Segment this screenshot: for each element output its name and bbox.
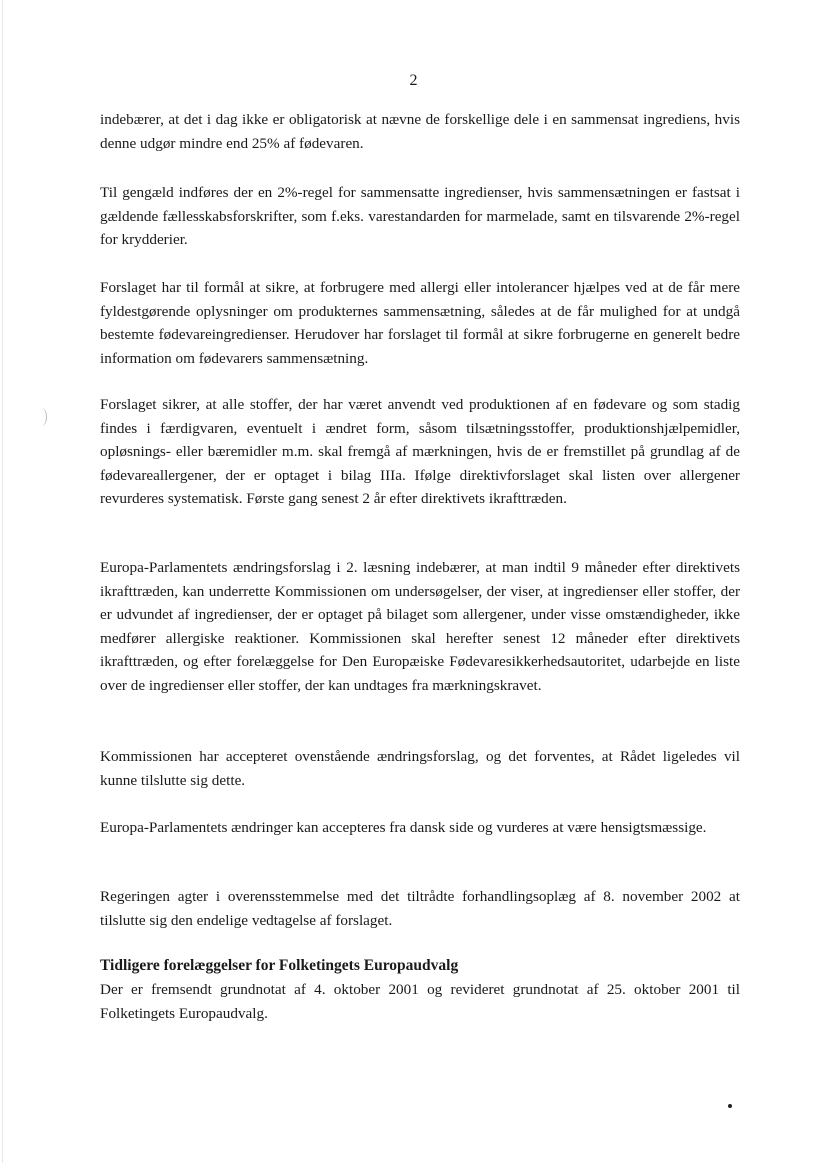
scan-edge-shadow [2, 0, 3, 1163]
paragraph-government-intent: Regeringen agter i overensstemmelse med det tiltrådte forhandlingsoplæg af 8. november 2002 at tilslutte sig den endelige vedtagelse af forslaget. [100, 888, 740, 929]
section-body: Der er fremsendt grundnotat af 4. oktober 2001 og revideret grundnotat af 25. oktober 2001 til Folketingets Europaudvalg. [100, 981, 740, 1022]
paragraph-2-percent-rule: Til gengæld indføres der en 2%-regel for sammensatte ingredienser, hvis sammensætningen er fastsat i gældende fællesskabsforskrifter, som f.eks. varestandarden for marmelade, samt en tilsvarende 2%-regel for krydderier. [100, 184, 740, 248]
paragraph-ingredients-25-percent: indebærer, at det i dag ikke er obligatorisk at nævne de forskellige dele i en sammensat ingrediens, hvis denne udgør mindre end 25% af fødevaren. [100, 111, 740, 152]
paragraph-allergen-labelling: Forslaget sikrer, at alle stoffer, der har været anvendt ved produktionen af en fødevare og som stadig findes i færdigvaren, eventuelt i ændret form, såsom tilsætningsstoffer, produktionshjælpemidler, opløsnings- eller bæremidler m.m. skal fremgå af mærkningen, hvis de er fremstillet på grundlag af de fødevareallergener, der er optaget i bilag IIIa. Ifølge direktivforslaget skal listen over allergener revurderes systematisk. Første gang senest 2 år efter direktivets ikrafttræden. [100, 396, 740, 507]
paragraph-commission-accepted: Kommissionen har accepteret ovenstående ændringsforslag, og det forventes, at Rådet ligeledes vil kunne tilslutte sig dette. [100, 748, 740, 789]
scan-speck-mark [728, 1104, 732, 1108]
paragraph-danish-position: Europa-Parlamentets ændringer kan accepteres fra dansk side og vurderes at være hensigtsmæssige. [100, 819, 707, 836]
scan-artifact-mark [36, 408, 47, 426]
page-number: 2 [409, 72, 418, 89]
paragraph-purpose: Forslaget har til formål at sikre, at forbrugere med allergi eller intolerancer hjælpes ved at de får mere fyldestgørende oplysninger om produkternes sammensætning, således at de får mulighed for at undgå bestemte fødevareingredienser. Herudover har forslaget til formål at sikre forbrugerne en generelt bedre information om fødevarers sammensætning. [100, 279, 740, 367]
paragraph-parliament-amendment: Europa-Parlamentets ændringsforslag i 2. læsning indebærer, at man indtil 9 måneder efter direktivets ikrafttræden, kan underrette Kommissionen om undersøgelser, der viser, at ingredienser eller stoffer, der er udvundet af ingredienser, der er optaget på bilaget som allergener, under visse omstændigheder, ikke medfører allergiske reaktioner. Kommissionen skal herefter senest 12 måneder efter direktivets ikrafttræden, og efter forelæggelse for Den Europæiske Fødevaresikkerhedsautoritet, udarbejde en liste over de ingredienser eller stoffer, der kan undtages fra mærkningskravet. [100, 559, 740, 694]
section-heading: Tidligere forelæggelser for Folketingets Europaudvalg [100, 957, 459, 974]
